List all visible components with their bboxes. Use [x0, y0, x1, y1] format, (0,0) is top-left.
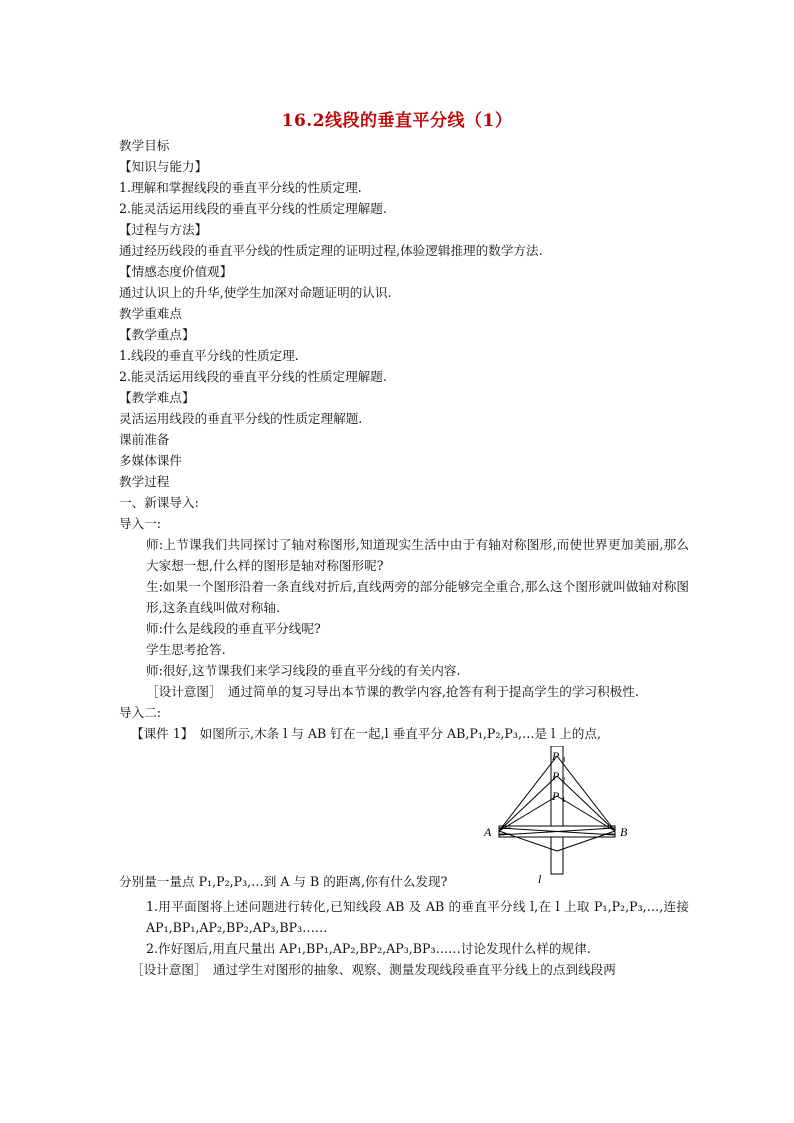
heading-objectives: 教学目标	[119, 138, 170, 153]
label-p2: P	[552, 769, 560, 783]
intro-heading: 导入一:	[119, 516, 162, 531]
text-line: 1.线段的垂直平分线的性质定理.	[119, 348, 299, 363]
measure-question: 分别量一量点 P₁,P₂,P₃,…到 A 与 B 的距离,你有什么发现?	[119, 874, 448, 889]
label-p2-sub: 2	[562, 776, 566, 784]
text-line: 2.能灵活运用线段的垂直平分线的性质定理解题.	[119, 369, 387, 384]
strip-l	[551, 746, 563, 874]
figure-row	[119, 746, 689, 889]
subheading-attitude: 【情感态度价值观】	[119, 264, 233, 279]
label-p1-sub: 1	[562, 796, 566, 804]
text-line: 通过经历线段的垂直平分线的性质定理的证明过程,体验逻辑推理的数学方法.	[119, 243, 543, 258]
subheading-knowledge: 【知识与能力】	[119, 159, 208, 174]
design-intent-2: ［设计意图］ 通过学生对图形的抽象、观察、测量发现线段垂直平分线上的点到线段两	[131, 962, 616, 977]
text-line: 多媒体课件	[119, 453, 182, 468]
paragraph-student: 生:如果一个图形沿着一条直线对折后,直线两旁的部分能够完全重合,那么这个图形就叫做轴对称图形,这条直线叫做对称轴.	[146, 579, 689, 615]
courseware-line: 【课件 1】 如图所示,木条 l 与 AB 钉在一起,l 垂直平分 AB,P₁,P₂,P₃,…是 l 上的点,	[131, 726, 601, 741]
label-b: B	[620, 825, 628, 839]
step-2: 2.作好图后,用直尺量出 AP₁,BP₁,AP₂,BP₂,AP₃,BP₃……讨论发现什么样的规律.	[146, 941, 591, 956]
paragraph-design-intent: ［设计意图］ 通过简单的复习导出本节课的教学内容,抢答有利于提高学生的学习积极性.	[146, 684, 639, 699]
heading-process: 教学过程	[119, 474, 170, 489]
text-line: 通过认识上的升华,使学生加深对命题证明的认识.	[119, 285, 392, 300]
paragraph-teacher: 师:上节课我们共同探讨了轴对称图形,知道现实生活中由于有轴对称图形,而使世界更加美丽,那么大家想一想,什么样的图形是轴对称图形呢?	[146, 537, 689, 573]
section-heading: 一、新课导入:	[119, 495, 199, 510]
perpendicular-bisector-figure	[481, 746, 641, 886]
text-line: 师:什么是线段的垂直平分线呢?	[146, 621, 321, 636]
text-line: 2.能灵活运用线段的垂直平分线的性质定理解题.	[119, 201, 387, 216]
label-a: A	[484, 825, 492, 839]
text-line: 1.理解和掌握线段的垂直平分线的性质定理.	[119, 180, 362, 195]
step-1: 1.用平面图将上述问题进行转化,已知线段 AB 及 AB 的垂直平分线 l,在 l 上取 P₁,P₂,P₃,…,连接 AP₁,BP₁,AP₂,BP₂,AP₃,BP₃……	[146, 899, 689, 935]
label-p1: P	[552, 789, 560, 803]
page-title: 16.2线段的垂直平分线（1）	[281, 111, 513, 131]
heading-key-points: 教学重难点	[119, 306, 182, 321]
document-body	[119, 135, 689, 980]
subheading-focus: 【教学重点】	[119, 327, 195, 342]
label-l: l	[538, 872, 542, 886]
text-line: 灵活运用线段的垂直平分线的性质定理解题.	[119, 411, 363, 426]
subheading-difficulty: 【教学难点】	[119, 390, 195, 405]
label-p3: P	[552, 749, 560, 763]
intro-heading: 导入二:	[119, 705, 162, 720]
text-line: 师:很好,这节课我们来学习线段的垂直平分线的有关内容.	[146, 663, 461, 678]
label-p3-sub: 3	[562, 756, 566, 764]
text-line: 学生思考抢答.	[146, 642, 226, 657]
heading-preparation: 课前准备	[119, 432, 170, 447]
subheading-process: 【过程与方法】	[119, 222, 208, 237]
